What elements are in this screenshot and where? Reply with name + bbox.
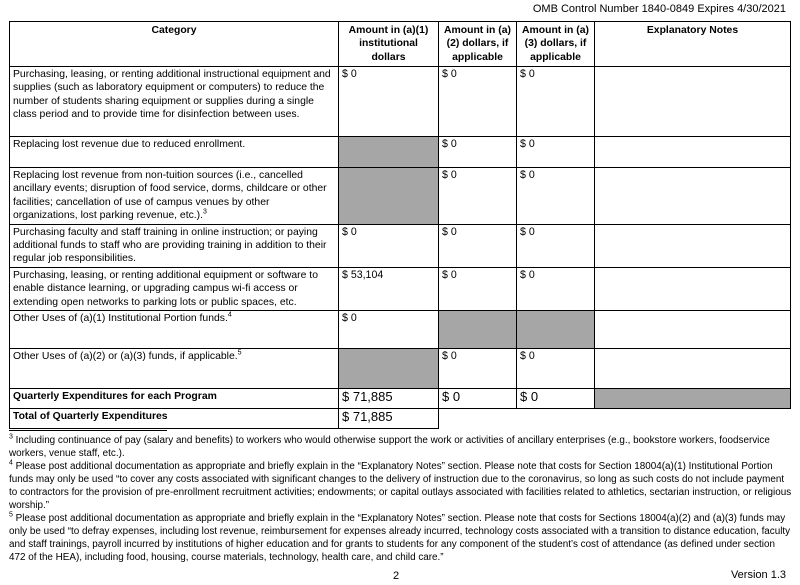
quarterly-a1-cell[interactable]: $ 71,885 <box>339 389 439 409</box>
omb-control-number: OMB Control Number 1840-0849 Expires 4/30/2021 <box>532 3 786 15</box>
amount-a3-cell[interactable]: $ 0 <box>517 67 595 137</box>
table-row <box>10 67 791 137</box>
category-cell: Replacing lost revenue from non-tuition sources (i.e., cancelled ancillary events; disruption of food service, dorms, childcare or other facilities; cancellation of use of campus venues by other organizations, lost parking revenue, etc.).$^3$ <box>10 168 339 225</box>
empty-cell <box>517 409 595 429</box>
footnote-4: $^4$ Please post additional documentation as appropriate and briefly explain in the “Explanatory Notes” section. Please note that costs for Section 18004(a)(1) Institutional Portion funds may only be used “to cover any costs associated with significant changes to the delivery of instruction due to the coronavirus, so long as such costs do not include payment to contractors for the provision of pre-enrollment recruitment activities; endowments; or capital outlays associated with facilities related to athletics, sectarian instruction, or religious worship.” <box>9 459 792 511</box>
header-amount-a3: Amount in (a)(3) dollars, if applicable <box>517 22 595 67</box>
empty-cell <box>595 409 791 429</box>
amount-a1-cell[interactable]: $ 0 <box>339 224 439 267</box>
table-row <box>10 168 791 225</box>
footnote-ref: 5 <box>237 349 242 357</box>
category-cell: Other Uses of (a)(2) or (a)(3) funds, if applicable.$^5$ <box>10 349 339 389</box>
shaded-cell <box>595 389 791 409</box>
amount-a3-cell[interactable]: $ 0 <box>517 267 595 310</box>
explanatory-notes-cell[interactable] <box>595 349 791 389</box>
total-label: Total of Quarterly Expenditures <box>10 409 339 429</box>
empty-cell <box>439 409 517 429</box>
footnote-3: $^3$ Including continuance of pay (salary and benefits) to workers who would otherwise support the work or activities of ancillary enterprises (e.g., bookstore workers, foodservice workers, venue staff, etc.). <box>9 433 770 459</box>
footnotes <box>9 434 792 564</box>
expenditures-table <box>9 21 791 429</box>
amount-a2-cell[interactable]: $ 0 <box>439 67 517 137</box>
header-amount-a2: Amount in (a)(2) dollars, if applicable <box>439 22 517 67</box>
amount-a2-cell[interactable]: $ 0 <box>439 137 517 168</box>
category-cell: Purchasing, leasing, or renting additional instructional equipment and supplies (such as laboratory equipment or computers) to reduce the number of students sharing equipment or supplies during a single class period and to provide time for disinfection between uses. <box>10 67 339 137</box>
table-row <box>10 267 791 310</box>
header-explanatory-notes: Explanatory Notes <box>595 22 791 67</box>
quarterly-expenditures-row <box>10 389 791 409</box>
table-row <box>10 224 791 267</box>
amount-a1-cell[interactable]: $ 53,104 <box>339 267 439 310</box>
quarterly-label: Quarterly Expenditures for each Program <box>10 389 339 409</box>
shaded-cell <box>439 311 517 349</box>
total-a1-cell[interactable]: $ 71,885 <box>339 409 439 429</box>
explanatory-notes-cell[interactable] <box>595 311 791 349</box>
explanatory-notes-cell[interactable] <box>595 67 791 137</box>
table-row <box>10 137 791 168</box>
footnote-ref: 3 <box>203 208 207 216</box>
amount-a2-cell[interactable]: $ 0 <box>439 267 517 310</box>
amount-a2-cell[interactable]: $ 0 <box>439 349 517 389</box>
header-row <box>10 22 791 67</box>
amount-a3-cell[interactable]: $ 0 <box>517 224 595 267</box>
total-expenditures-row <box>10 409 791 429</box>
page-number: 2 <box>393 570 400 582</box>
category-cell: Purchasing faculty and staff training in online instruction; or paying additional funds to staff who are providing training in addition to their regular job responsibilities. <box>10 224 339 267</box>
amount-a3-cell[interactable]: $ 0 <box>517 349 595 389</box>
explanatory-notes-cell[interactable] <box>595 137 791 168</box>
category-cell: Replacing lost revenue due to reduced enrollment. <box>10 137 339 168</box>
shaded-cell <box>339 168 439 225</box>
version-label: Version 1.3 <box>730 569 786 581</box>
footnote-5: $^5$ Please post additional documentation as appropriate and briefly explain in the “Explanatory Notes” section. Please note that costs for Sections 18004(a)(2) and (a)(3) funds may only be used “to defray expenses, including lost revenue, reimbursement for expenses already incurred, technology costs associated with a transition to distance education, faculty and staff trainings, payroll incurred by institutions of higher education and for grants to students for any component of the student’s cost of attendance (as defined under section 472 of the HEA), including food, housing, course materials, technology, health care, and child care.” <box>9 511 791 563</box>
amount-a3-cell[interactable]: $ 0 <box>517 137 595 168</box>
explanatory-notes-cell[interactable] <box>595 267 791 310</box>
footnote-divider <box>9 430 167 431</box>
table-row <box>10 311 791 349</box>
quarterly-a3-cell[interactable]: $ 0 <box>517 389 595 409</box>
shaded-cell <box>339 349 439 389</box>
amount-a1-cell[interactable]: $ 0 <box>339 67 439 137</box>
footnote-ref: 4 <box>227 311 232 319</box>
table-row <box>10 349 791 389</box>
explanatory-notes-cell[interactable] <box>595 224 791 267</box>
shaded-cell <box>517 311 595 349</box>
header-category: Category <box>10 22 339 67</box>
amount-a2-cell[interactable]: $ 0 <box>439 224 517 267</box>
category-cell: Purchasing, leasing, or renting additional equipment or software to enable distance learning, or upgrading campus wi-fi access or extending open networks to parking lots or public spaces, etc. <box>10 267 339 310</box>
header-amount-a1: Amount in (a)(1) institutional dollars <box>339 22 439 67</box>
category-cell: Other Uses of (a)(1) Institutional Portion funds.$^4$ <box>10 311 339 349</box>
quarterly-a2-cell[interactable]: $ 0 <box>439 389 517 409</box>
explanatory-notes-cell[interactable] <box>595 168 791 225</box>
shaded-cell <box>339 137 439 168</box>
amount-a2-cell[interactable]: $ 0 <box>439 168 517 225</box>
amount-a3-cell[interactable]: $ 0 <box>517 168 595 225</box>
amount-a1-cell[interactable]: $ 0 <box>339 311 439 349</box>
